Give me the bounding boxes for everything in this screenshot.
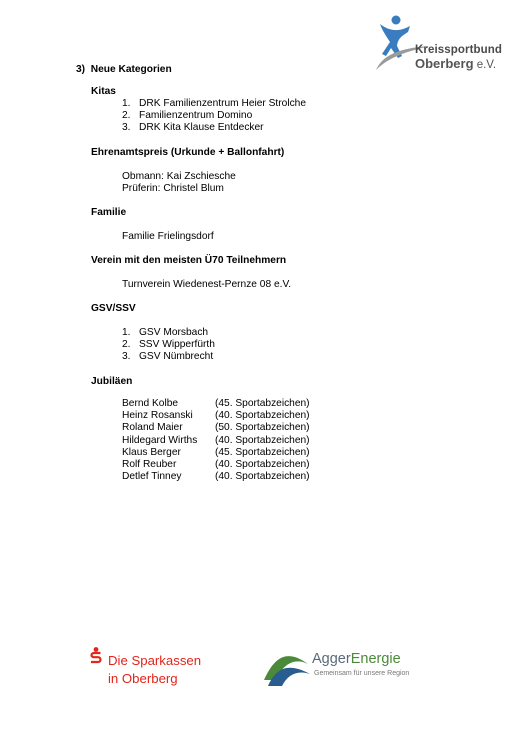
jubilar-name: Roland Maier <box>122 422 183 434</box>
sparkasse-name-line2: in Oberberg <box>108 671 178 686</box>
section-title: 3) Neue Kategorien <box>76 64 172 75</box>
agger-part: Agger <box>312 651 351 667</box>
jubilar-count: (50. Sportabzeichen) <box>215 422 310 434</box>
familie-name: Familie Frielingsdorf <box>122 231 214 242</box>
list-text: SSV Wipperfürth <box>139 339 215 351</box>
table-row <box>122 410 310 422</box>
jubilar-count: (40. Sportabzeichen) <box>215 471 310 483</box>
list-item <box>122 98 306 110</box>
list-number: 2. <box>122 339 131 351</box>
jubilar-name: Hildegard Wirths <box>122 434 198 446</box>
heading-verein: Verein mit den meisten Ü70 Teilnehmern <box>91 255 287 266</box>
aggerenergie-tagline: Gemeinsam für unsere Region <box>314 670 410 677</box>
list-text: Familienzentrum Domino <box>139 110 253 122</box>
jubilar-name: Rolf Reuber <box>122 459 177 471</box>
list-text: GSV Morsbach <box>139 327 209 338</box>
heading-gsv-ssv: GSV/SSV <box>91 303 136 314</box>
aggerenergie-logo <box>262 644 432 692</box>
table-row <box>122 435 310 447</box>
verein-name: Turnverein Wiedenest-Pernze 08 e.V. <box>122 279 292 290</box>
energie-part: Energie <box>350 651 401 667</box>
kb-name-line2 <box>415 57 502 72</box>
aggerenergie-wave-icon <box>262 644 312 690</box>
kreissportbund-wordmark <box>415 44 502 72</box>
list-number: 2. <box>122 110 131 122</box>
kitas-list <box>122 98 306 135</box>
jubilaeen-table <box>122 398 310 483</box>
list-item <box>122 110 306 122</box>
jubilar-name: Bernd Kolbe <box>122 398 179 409</box>
heading-jubilaeen: Jubiläen <box>91 376 133 387</box>
ehrenamt-obmann: Obmann: Kai Zschiesche <box>122 171 236 182</box>
jubilar-count: (40. Sportabzeichen) <box>215 410 310 422</box>
list-text: DRK Familienzentrum Heier Strolche <box>139 98 307 109</box>
table-row <box>122 422 310 434</box>
kb-name-line1: Kreissportbund <box>415 44 503 56</box>
table-row <box>122 471 310 483</box>
list-item <box>122 122 306 134</box>
list-text: DRK Kita Klause Entdecker <box>139 122 264 134</box>
heading-familie: Familie <box>91 207 127 218</box>
jubilar-name: Detlef Tinney <box>122 471 182 483</box>
table-row <box>122 459 310 471</box>
jubilar-name: Klaus Berger <box>122 446 181 458</box>
list-item <box>122 351 215 363</box>
table-row <box>122 398 310 410</box>
list-number: 3. <box>122 351 131 363</box>
sparkasse-name-line1: Die Sparkassen <box>108 653 202 668</box>
jubilar-name: Heinz Rosanski <box>122 410 193 422</box>
list-number: 1. <box>122 98 131 109</box>
kb-name-oberberg: Oberberg <box>415 56 474 71</box>
jubilar-count: (45. Sportabzeichen) <box>215 398 310 409</box>
table-row <box>122 447 310 459</box>
list-item <box>122 339 215 351</box>
sparkasse-logo <box>90 645 240 690</box>
jubilar-count: (45. Sportabzeichen) <box>215 446 310 458</box>
kb-name-ev: e.V. <box>473 59 497 71</box>
heading-ehrenamtspreis: Ehrenamtspreis (Urkunde + Ballonfahrt) <box>91 147 285 158</box>
list-text: GSV Nümbrecht <box>139 351 214 363</box>
jubilar-count: (40. Sportabzeichen) <box>215 459 310 471</box>
list-number: 3. <box>122 122 131 134</box>
aggerenergie-name <box>312 651 401 667</box>
list-item <box>122 327 215 339</box>
heading-kitas: Kitas <box>91 86 116 97</box>
gsv-list <box>122 327 215 364</box>
sparkasse-s-icon <box>90 647 102 665</box>
ehrenamt-prueferin: Prüferin: Christel Blum <box>122 183 224 194</box>
kreissportbund-logo <box>372 12 512 78</box>
jubilar-count: (40. Sportabzeichen) <box>215 434 310 446</box>
list-number: 1. <box>122 327 131 338</box>
